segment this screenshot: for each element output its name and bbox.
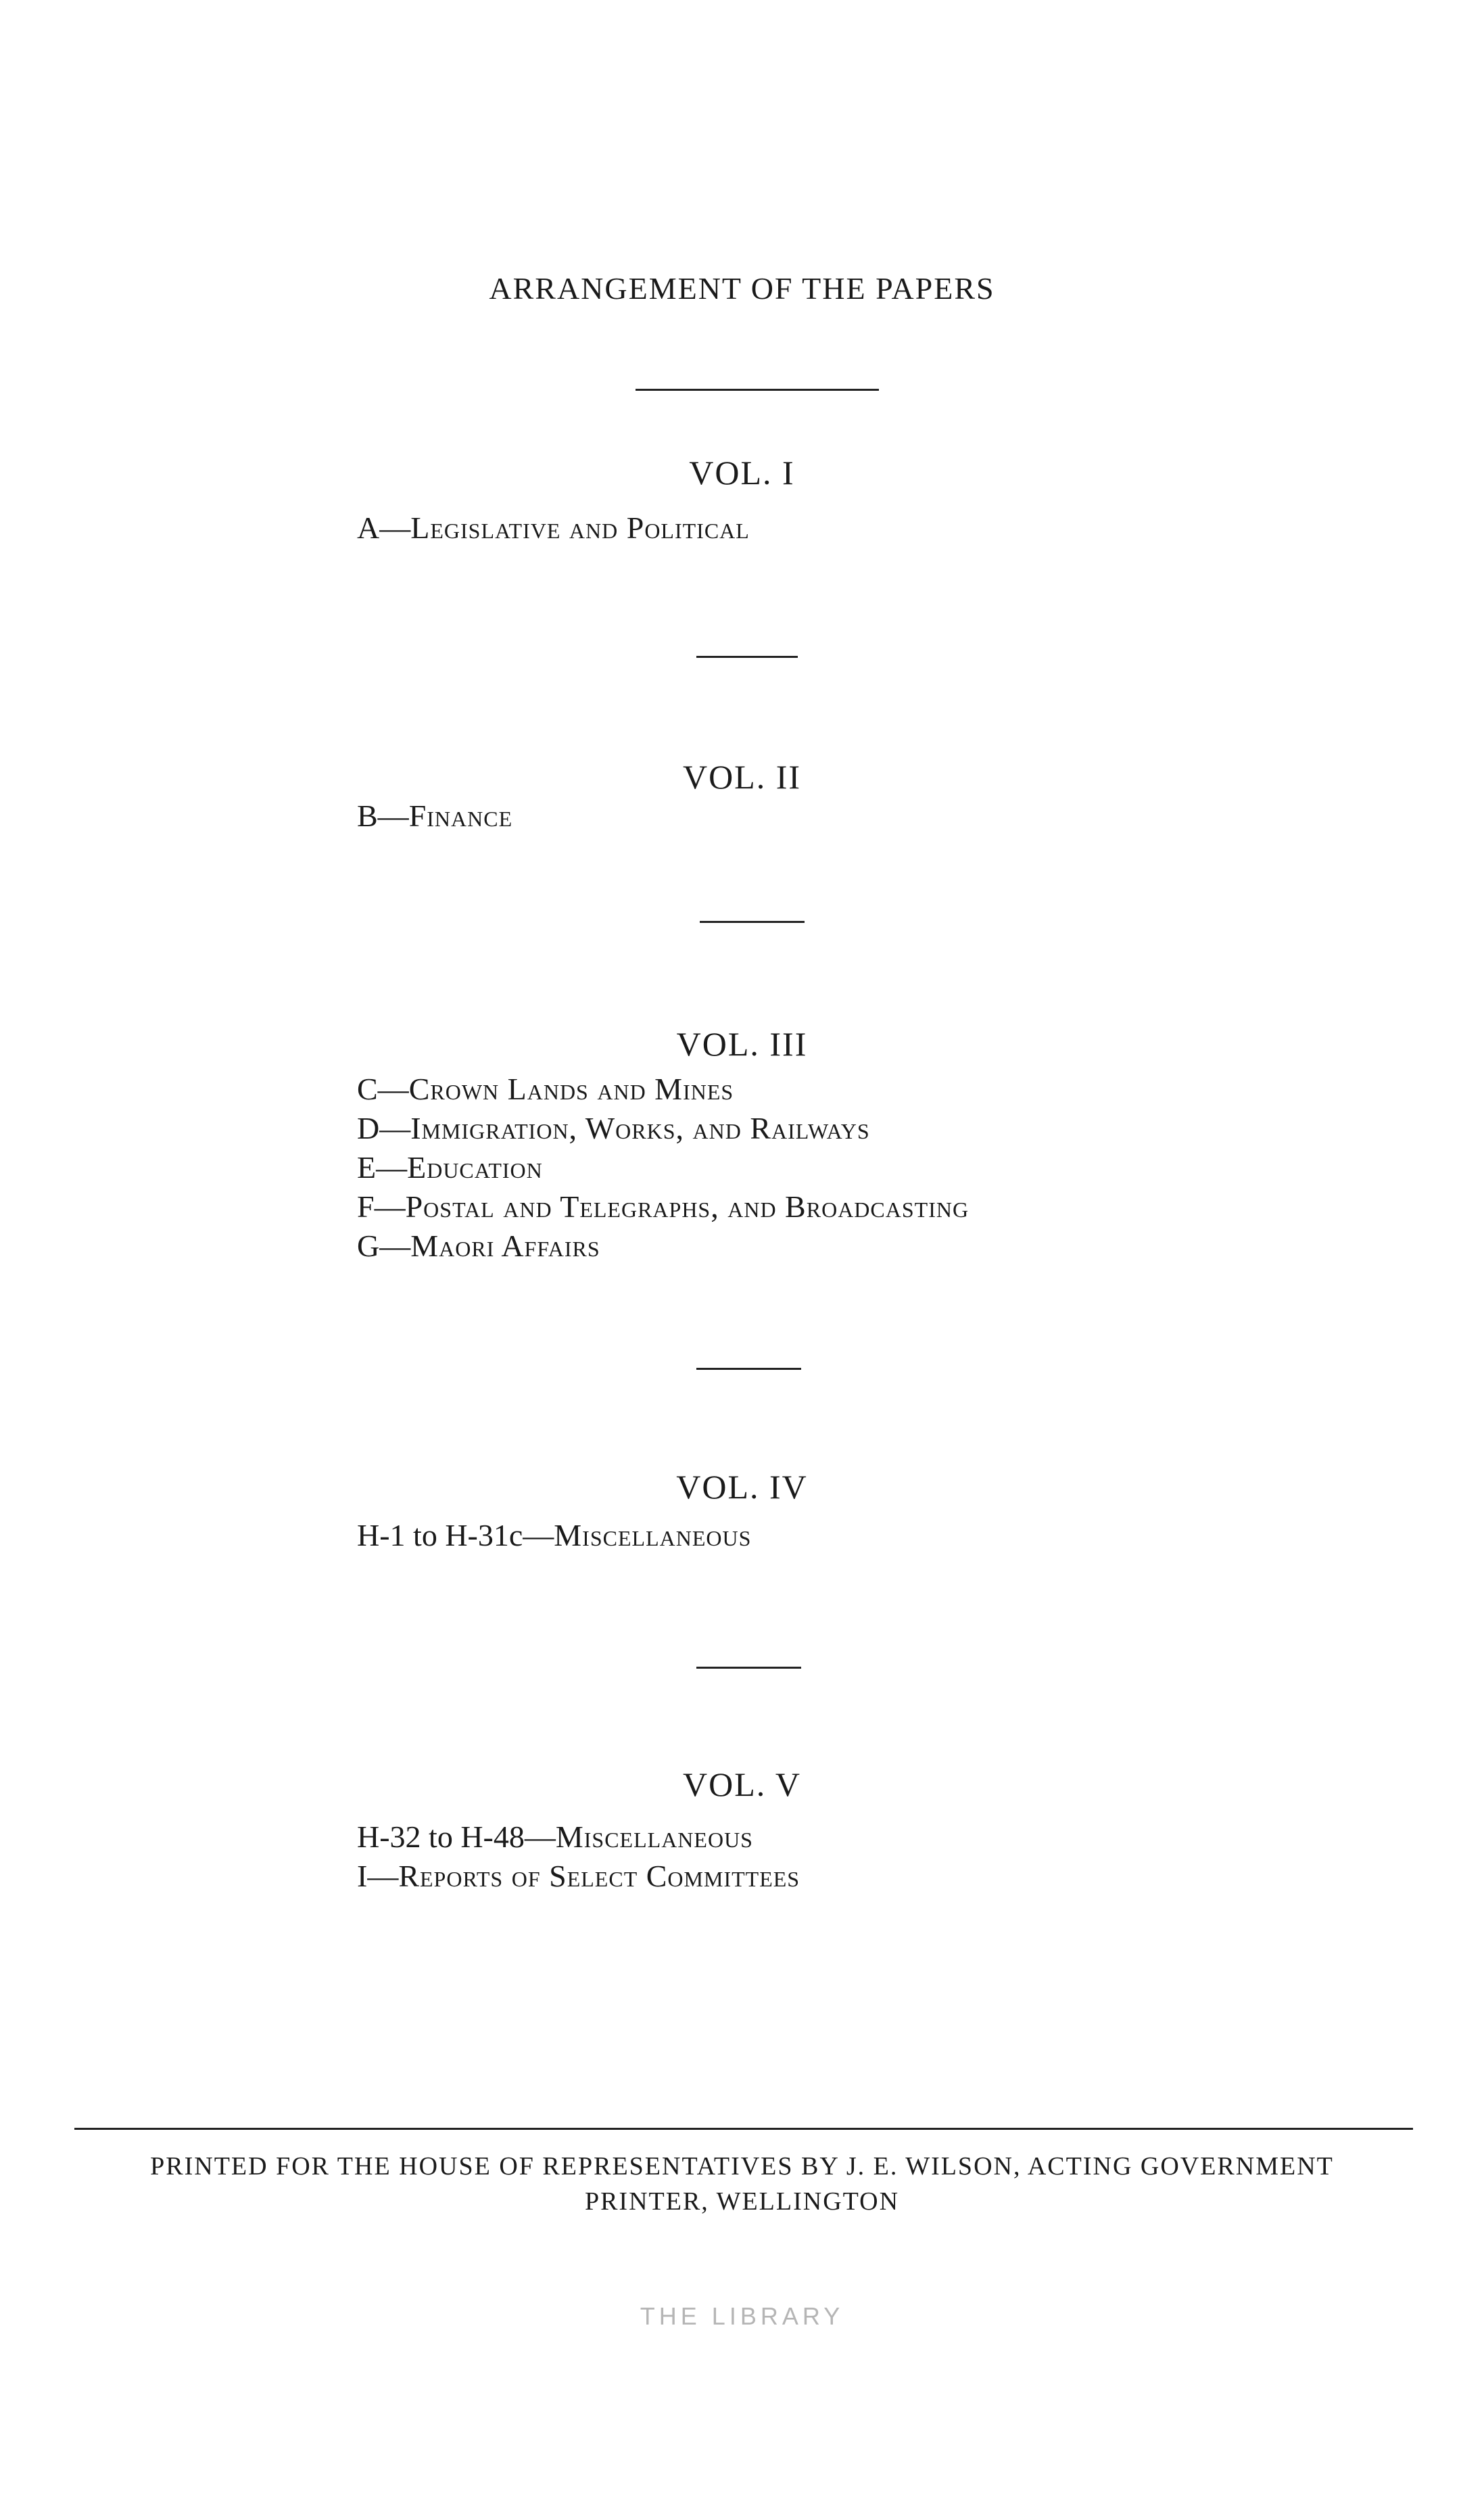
printer-imprint (0, 2149, 1484, 2219)
entry-code: E— (357, 1150, 408, 1185)
imprint-line-1: PRINTED FOR THE HOUSE OF REPRESENTATIVES BY J. E. WILSON, ACTING GOVERNMENT (150, 2152, 1334, 2181)
list-item (357, 1817, 800, 1857)
imprint-line-2: PRINTER, WELLINGTON (584, 2187, 900, 2216)
entry-label: Reports of Select Committees (398, 1859, 800, 1893)
section-rule (700, 921, 805, 923)
entry-code: D— (357, 1111, 411, 1145)
list-item (357, 1070, 969, 1109)
section-rule (696, 656, 798, 658)
vol-5-heading: VOL. V (683, 1765, 801, 1803)
vol-4-entries (357, 1516, 751, 1555)
entry-label: Immigration, Works, and Railways (410, 1111, 870, 1145)
section-rule (696, 1368, 801, 1370)
vol-2-entries (357, 796, 512, 836)
vol-5-entries (357, 1817, 800, 1896)
vol-1-heading: VOL. I (689, 454, 795, 492)
library-stamp (0, 2299, 1484, 2334)
list-item (357, 1148, 969, 1187)
entry-code: G— (357, 1229, 411, 1263)
entry-code: F— (357, 1189, 406, 1224)
entry-label: Legislative and Political (410, 510, 750, 545)
entry-code: A— (357, 510, 411, 545)
stamp-line-1: THE LIBRARY (640, 2302, 844, 2330)
entry-code: I— (357, 1859, 399, 1893)
title-rule (636, 389, 879, 391)
list-item (357, 1187, 969, 1227)
entry-label: Maori Affairs (410, 1229, 600, 1263)
vol-2-heading: VOL. II (682, 758, 802, 796)
entry-code: H-1 to H-31c— (357, 1518, 554, 1552)
list-item (357, 1109, 969, 1148)
vol-1-entries (357, 508, 750, 548)
entry-code: B— (357, 799, 409, 833)
entry-label: Postal and Telegraphs, and Broadcasting (405, 1189, 970, 1224)
vol-4-heading: VOL. IV (676, 1468, 808, 1506)
entry-label: Education (407, 1150, 543, 1185)
list-item (357, 1516, 751, 1555)
vol-3-entries (357, 1070, 969, 1266)
footer-rule (74, 2128, 1413, 2130)
entry-label: Crown Lands and Mines (408, 1072, 734, 1106)
entry-label: Miscellaneous (554, 1518, 752, 1552)
vol-3-heading: VOL. III (676, 1025, 808, 1063)
list-item (357, 796, 512, 836)
entry-label: Finance (408, 799, 513, 833)
entry-label: Miscellaneous (555, 1819, 753, 1854)
entry-code: C— (357, 1072, 409, 1106)
entry-code: H-32 to H-48— (357, 1819, 556, 1854)
list-item (357, 508, 750, 548)
list-item (357, 1227, 969, 1266)
list-item (357, 1857, 800, 1896)
page-title: ARRANGEMENT OF THE PAPERS (489, 271, 995, 306)
section-rule (696, 1667, 801, 1669)
